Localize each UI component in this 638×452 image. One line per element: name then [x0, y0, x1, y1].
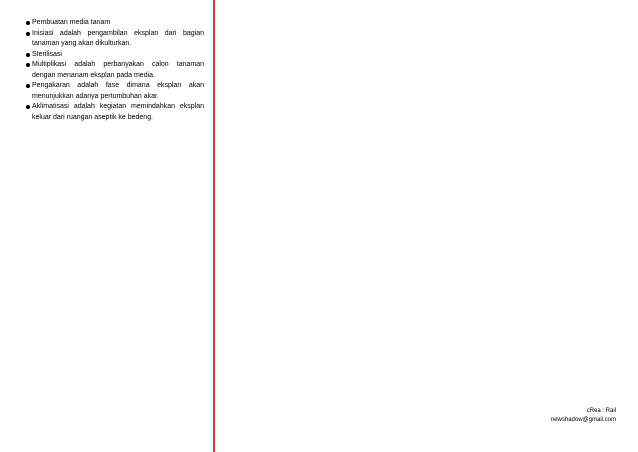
- list-item-text: Aklimatisasi adalah kegiatan memindahkan eksplan keluar dari ruangan aseptik ke bedeng.: [32, 103, 204, 121]
- list-item-text: Inisiasi adalah pengambilan eksplan dari bagian tanaman yang akan dikulturkan.: [32, 29, 204, 47]
- footer-credit: [551, 407, 616, 424]
- bullet-dot-icon: [26, 21, 30, 25]
- list-item: [26, 18, 204, 29]
- bullet-dot-icon: [26, 63, 30, 67]
- bullet-dot-icon: [26, 84, 30, 88]
- email-text: newshadow@gmail.com: [550, 416, 616, 423]
- list-item: [26, 81, 204, 102]
- bullet-dot-icon: [26, 53, 30, 57]
- list-item-text: Pembuatan media tanam: [32, 19, 111, 26]
- list-item: [26, 60, 204, 81]
- column-divider: [213, 0, 215, 452]
- list-item-text: Pengakaran adalah fase dimana eksplan akan menunjukkan adanya pertumbuhan akar.: [32, 82, 204, 100]
- bullet-dot-icon: [26, 105, 30, 109]
- list-item: [26, 50, 204, 61]
- credit-text: cRea : Rail: [586, 408, 616, 414]
- list-item: [26, 29, 204, 50]
- bullet-list: [26, 18, 204, 123]
- list-item-text: Multiplikasi adalah perbanyakan calon tanaman dengan menanam eksplan pada media.: [32, 61, 204, 79]
- list-item-text: Sterilisasi: [32, 50, 62, 58]
- bullet-dot-icon: [26, 32, 30, 36]
- list-item: [26, 102, 204, 123]
